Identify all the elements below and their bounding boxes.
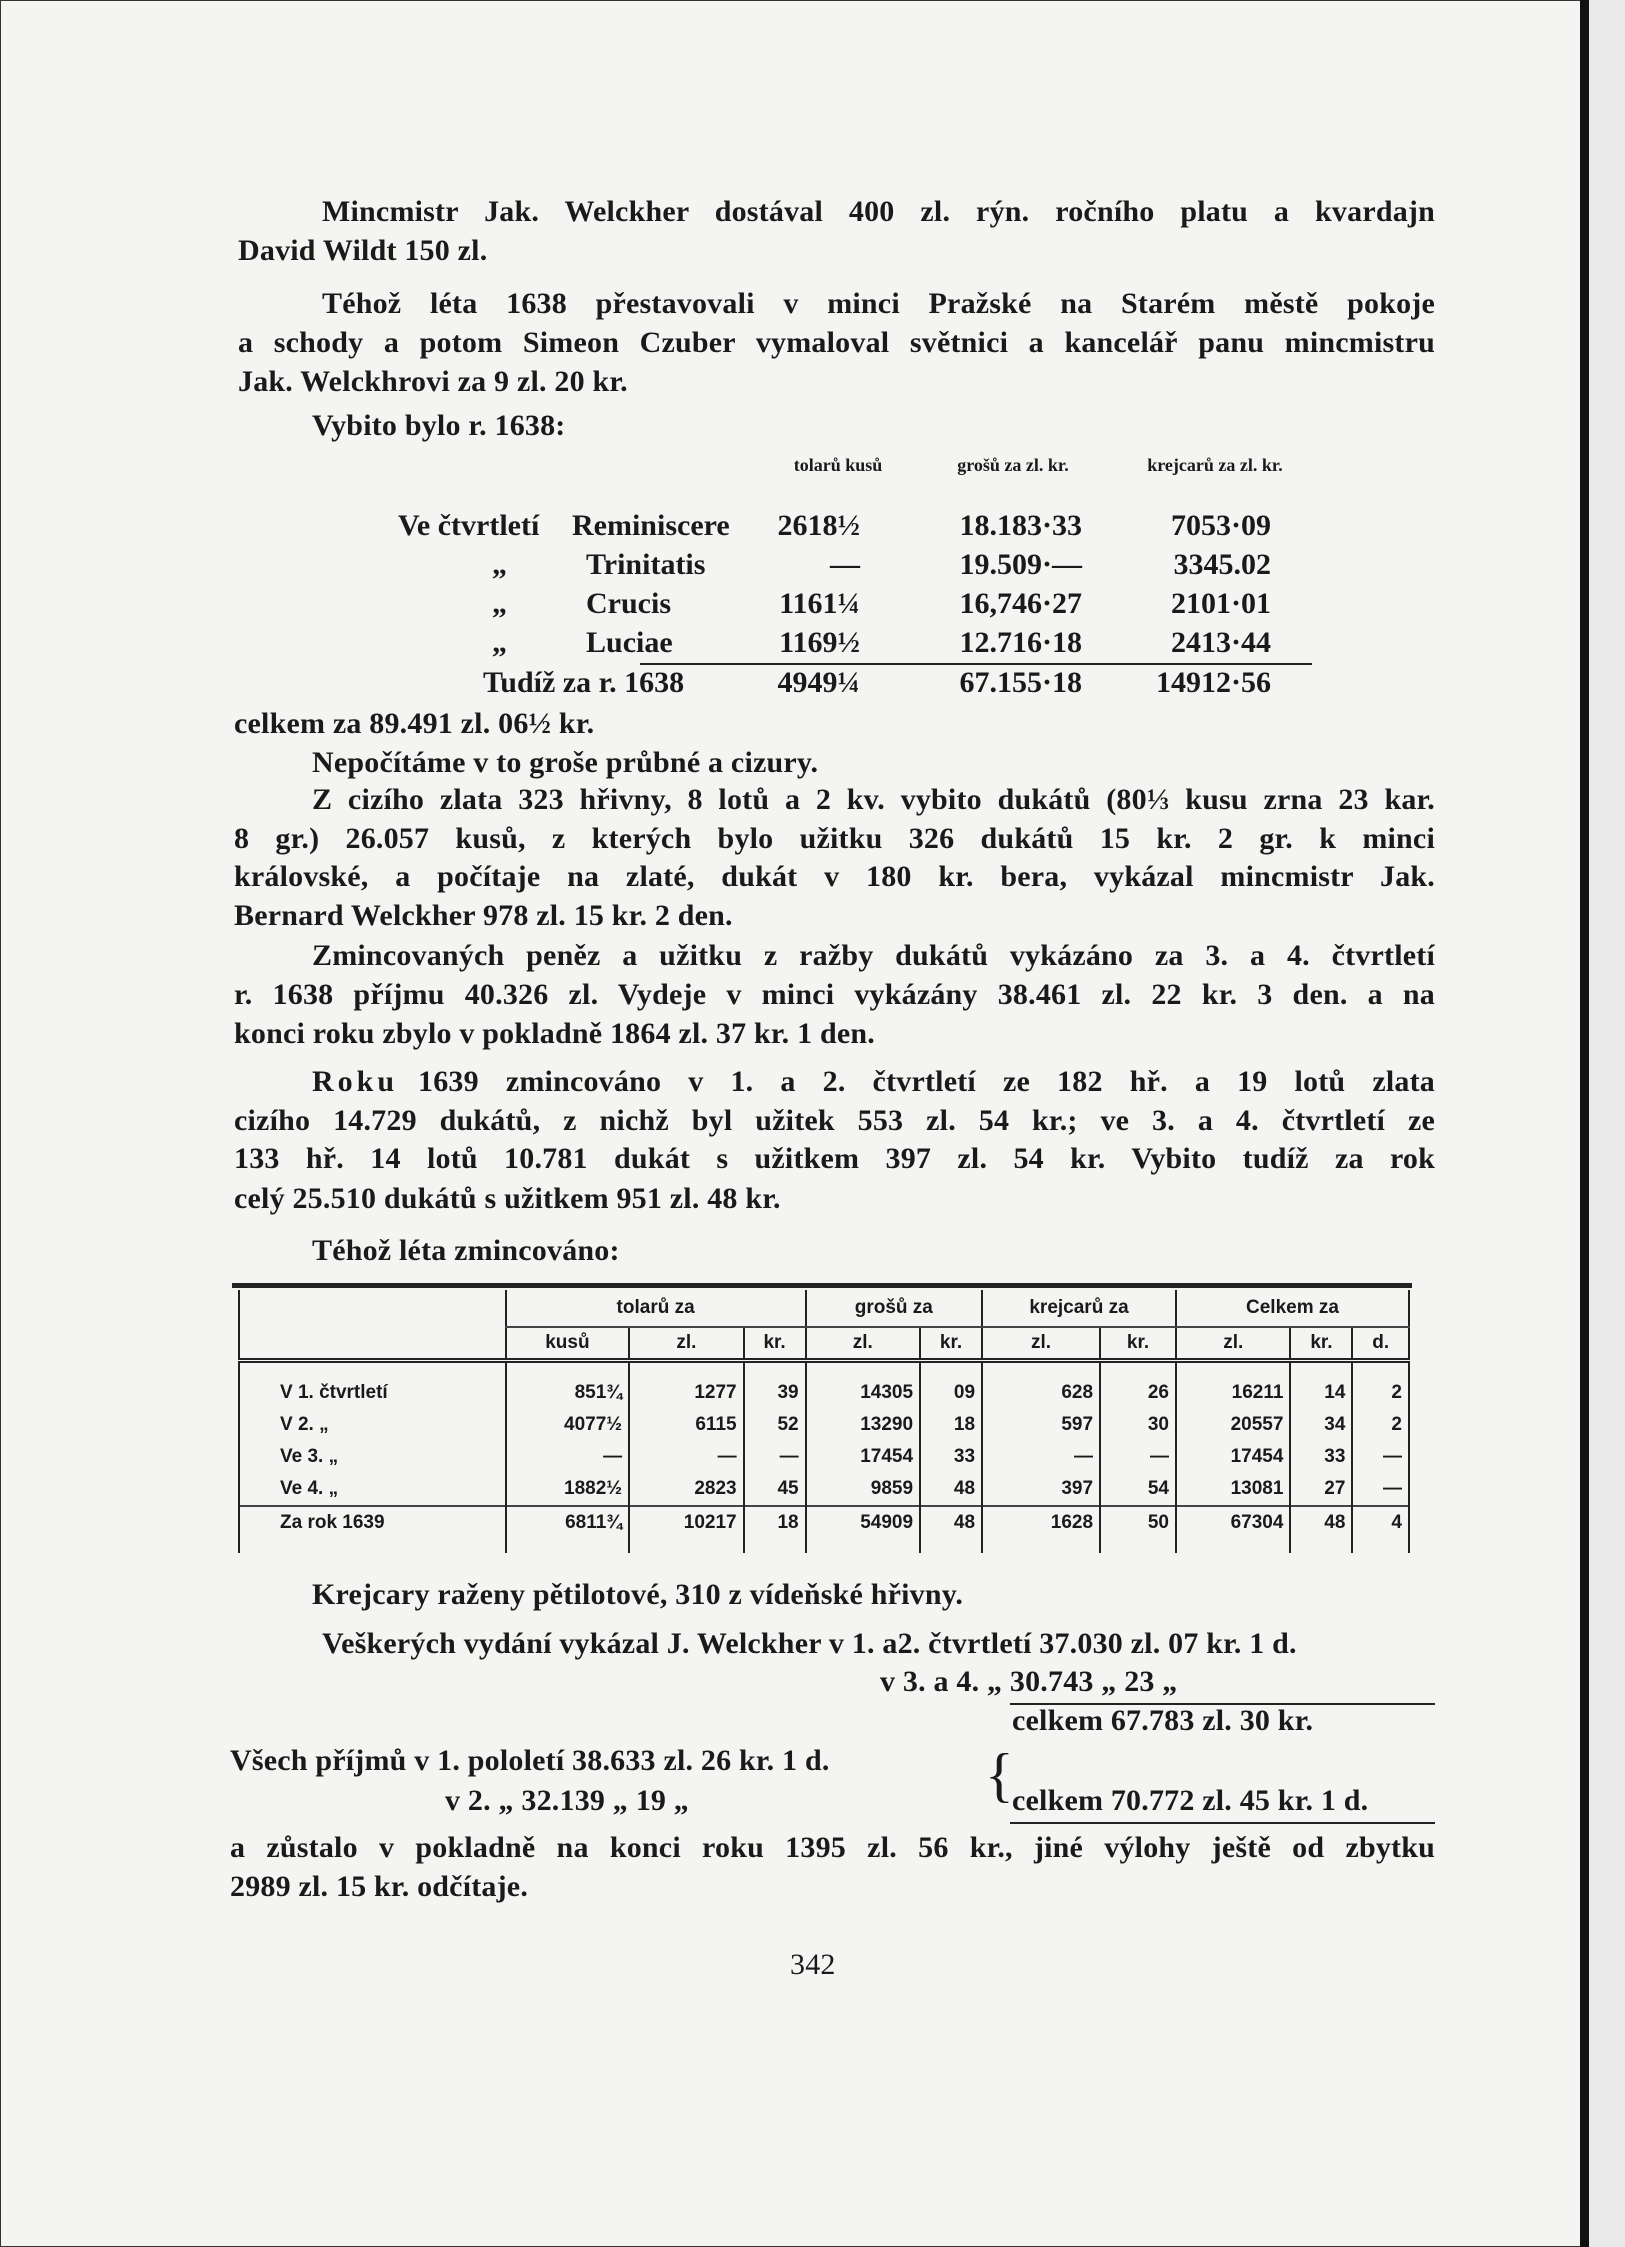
table1-header: grošů za zl. kr. [957, 455, 1069, 475]
table2-subheader-cell: d. [1352, 1327, 1409, 1361]
table2-cell: 27 [1290, 1473, 1352, 1506]
text-line: celkem 67.783 zl. 30 kr. [1012, 1704, 1314, 1737]
text-line: cizího 14.729 dukátů, z nichž byl užitek 553 zl. 54 kr.; ve 3. a 4. čtvrtletí ze [234, 1104, 1435, 1137]
table2-row-label: Ve 4. „ [239, 1473, 506, 1506]
table2-cell: 30 [1100, 1409, 1176, 1441]
text-line: Veškerých vydání vykázal J. Welckher v 1. a2. čtvrtletí 37.030 zl. 07 kr. 1 d. [322, 1627, 1297, 1660]
table2-cell: 45 [744, 1473, 806, 1506]
sum-rule [1010, 1822, 1435, 1824]
table2-cell: 34 [1290, 1409, 1352, 1441]
table1-cell-krejcaru: 14912·56 [1155, 666, 1271, 699]
text-line: Krejcary raženy pětilotové, 310 z vídeňské hřivny. [312, 1578, 964, 1611]
table2-spacer [744, 1361, 806, 1378]
table2-spacer [806, 1361, 920, 1378]
table2-spacer [982, 1539, 1100, 1553]
text-line: Vybito bylo r. 1638: [312, 409, 566, 442]
table2-cell: 26 [1100, 1377, 1176, 1409]
table2-cell: 67304 [1176, 1506, 1290, 1539]
sum-rule [640, 663, 1312, 665]
text-line: Z cizího zlata 323 hřivny, 8 lotů a 2 kv. vybito dukátů (80⅓ kusu zrna 23 kar. [312, 783, 1435, 816]
text-line: královské, a počítaje na zlaté, dukát v 180 kr. bera, vykázal mincmistr Jak. [234, 860, 1435, 893]
table1-header: tolarů kusů [793, 455, 883, 475]
table2-cell: 13290 [806, 1409, 920, 1441]
table2-spacer [1176, 1539, 1290, 1553]
table2-spacer [1290, 1361, 1352, 1378]
text-line: Mincmistr Jak. Welckher dostával 400 zl. rýn. ročního platu a kvardajn [322, 195, 1435, 228]
table2-cell: — [506, 1441, 630, 1473]
table1-cell-tolaru: 2618½ [777, 509, 860, 542]
table2-cell: — [982, 1441, 1100, 1473]
table2-spacer [629, 1539, 743, 1553]
table1-cell-krejcaru: 2413·44 [1170, 626, 1271, 659]
table2-cell: — [1100, 1441, 1176, 1473]
table2-subheader-cell: zl. [806, 1327, 920, 1361]
table1-row-label: Crucis [586, 587, 671, 620]
table2-cell: 2 [1352, 1377, 1409, 1409]
table2-group: grošů za [806, 1290, 982, 1327]
table1-cell-tolaru: 1161¼ [779, 587, 860, 620]
table2-cell: 2823 [629, 1473, 743, 1506]
table1-row-prefix: „ [492, 548, 507, 581]
scan-margin [1589, 0, 1625, 2247]
table2-group: tolarů za [506, 1290, 806, 1327]
table2-cell: — [744, 1441, 806, 1473]
table2-cell: 18 [920, 1409, 982, 1441]
table2-cell: 20557 [1176, 1409, 1290, 1441]
table2-corner [239, 1327, 506, 1361]
table2-cell: 17454 [806, 1441, 920, 1473]
table2-cell: 39 [744, 1377, 806, 1409]
text-line: David Wildt 150 zl. [238, 234, 488, 267]
table2-cell: 13081 [1176, 1473, 1290, 1506]
table1-row-label: Tudíž za r. 1638 [483, 666, 685, 699]
table2-top-rule [232, 1283, 1412, 1288]
table2-cell: — [629, 1441, 743, 1473]
table1-cell-tolaru: 4949¼ [777, 666, 860, 699]
table1-cell-grosu: 18.183·33 [959, 509, 1082, 542]
table2-row-label: V 1. čtvrtletí [239, 1377, 506, 1409]
table1-cell-tolaru: 1169½ [779, 626, 860, 659]
text-line: celkem 70.772 zl. 45 kr. 1 d. [1012, 1784, 1369, 1817]
table1-cell-grosu: 16,746·27 [959, 587, 1082, 620]
table1-header: krejcarů za zl. kr. [1147, 455, 1283, 475]
table1-cell-grosu: 19.509·— [959, 548, 1082, 581]
table2-spacer [1352, 1539, 1409, 1553]
table2-spacer [1100, 1539, 1176, 1553]
table2 [238, 1290, 1410, 1553]
table2-cell: — [1352, 1441, 1409, 1473]
table2-spacer [806, 1539, 920, 1553]
table1-cell-tolaru: — [830, 548, 860, 581]
table2-cell: 33 [920, 1441, 982, 1473]
table2-spacer [1290, 1539, 1352, 1553]
text-line: Bernard Welckher 978 zl. 15 kr. 2 den. [234, 899, 733, 932]
text-line: 133 hř. 14 lotů 10.781 dukát s užitkem 397 zl. 54 kr. Vybito tudíž za rok [234, 1142, 1435, 1175]
table2-spacer [506, 1539, 630, 1553]
table1-cell-krejcaru: 2101·01 [1170, 587, 1271, 620]
table2-subheader-cell: zl. [629, 1327, 743, 1361]
text-line: v 3. a 4. „ 30.743 „ 23 „ [880, 1665, 1178, 1698]
table2-cell: 17454 [1176, 1441, 1290, 1473]
table2-subheader-cell: kr. [744, 1327, 806, 1361]
table2-subheader [239, 1327, 1409, 1361]
table2-cell: 48 [920, 1473, 982, 1506]
table1-row-prefix: „ [492, 626, 507, 659]
text-line: a schody a potom Simeon Czuber vymaloval světnici a kancelář panu mincmistru [238, 326, 1435, 359]
table2-cell: 52 [744, 1409, 806, 1441]
text-line: v 2. „ 32.139 „ 19 „ [445, 1784, 689, 1817]
table-row [239, 1441, 1409, 1473]
brace-icon: { [985, 1742, 1014, 1808]
table2-spacer [629, 1361, 743, 1378]
table2-spacer [920, 1539, 982, 1553]
table2-cell: 54 [1100, 1473, 1176, 1506]
text-line: celkem za 89.491 zl. 06½ kr. [234, 707, 595, 740]
text-line: r. 1638 příjmu 40.326 zl. Vydeje v minci vykázány 38.461 zl. 22 kr. 3 den. a na [234, 978, 1435, 1011]
table1-cell-krejcaru: 3345.02 [1173, 548, 1271, 581]
table-row [239, 1473, 1409, 1506]
table-row [239, 1409, 1409, 1441]
table2-cell: 18 [744, 1506, 806, 1539]
table2-corner [239, 1290, 506, 1327]
table2-spacer [1176, 1361, 1290, 1378]
table2-spacer [1352, 1361, 1409, 1378]
table2-cell: 851¾ [506, 1377, 630, 1409]
table2-subheader-cell: kr. [920, 1327, 982, 1361]
scan-edge [1580, 0, 1589, 2247]
table2-cell: 50 [1100, 1506, 1176, 1539]
table1-row-label: Trinitatis [586, 548, 706, 581]
table1-cell-grosu: 12.716·18 [959, 626, 1082, 659]
table2-cell: 1882½ [506, 1473, 630, 1506]
table2-group: Celkem za [1176, 1290, 1409, 1327]
table2-spacer [744, 1539, 806, 1553]
table2-cell: 33 [1290, 1441, 1352, 1473]
text-line: Téhož léta zmincováno: [312, 1234, 620, 1267]
text-line: 2989 zl. 15 kr. odčítaje. [230, 1870, 529, 1903]
table2-row-label: Za rok 1639 [239, 1506, 506, 1539]
table2-spacer [1100, 1361, 1176, 1378]
table-row [239, 1506, 1409, 1539]
table2-cell: 48 [920, 1506, 982, 1539]
text-line: 8 gr.) 26.057 kusů, z kterých bylo užitku 326 dukátů 15 kr. 2 gr. k minci [234, 822, 1435, 855]
table2-cell: 397 [982, 1473, 1100, 1506]
table2-cell: 6811¾ [506, 1506, 630, 1539]
table2-cell: 48 [1290, 1506, 1352, 1539]
table2-spacer [239, 1539, 506, 1553]
table2-row-label: Ve 3. „ [239, 1441, 506, 1473]
table2-cell: 16211 [1176, 1377, 1290, 1409]
table2-cell: 4077½ [506, 1409, 630, 1441]
page-number: 342 [790, 1948, 836, 1981]
table2-subheader-cell: zl. [1176, 1327, 1290, 1361]
table1-row-prefix: „ [492, 587, 507, 620]
table2-cell: 9859 [806, 1473, 920, 1506]
table2-subheader-cell: zl. [982, 1327, 1100, 1361]
table2-cell: 6115 [629, 1409, 743, 1441]
table2-subheader-cell: kusů [506, 1327, 630, 1361]
table-row [239, 1377, 1409, 1409]
text-line: Zmincovaných peněz a užitku z ražby dukátů vykázáno za 3. a 4. čtvrtletí [312, 939, 1435, 972]
text-line-lead: Roku [312, 1065, 399, 1098]
table2-cell: 4 [1352, 1506, 1409, 1539]
table2-group: krejcarů za [982, 1290, 1176, 1327]
table2-cell: 54909 [806, 1506, 920, 1539]
text-line: Nepočítáme v to groše průbné a cizury. [312, 746, 819, 779]
table2-cell: 2 [1352, 1409, 1409, 1441]
table2-spacer [920, 1361, 982, 1378]
text-line: Všech příjmů v 1. pololetí 38.633 zl. 26 kr. 1 d. [230, 1744, 830, 1777]
table2-spacer [982, 1361, 1100, 1378]
text-line: 1639 zmincováno v 1. a 2. čtvrtletí ze 182 hř. a 19 lotů zlata [418, 1065, 1435, 1098]
text-line: celý 25.510 dukátů s užitkem 951 zl. 48 kr. [234, 1182, 781, 1215]
table2-cell: 597 [982, 1409, 1100, 1441]
table2-spacer [239, 1361, 506, 1378]
table1-row-label: Luciae [586, 626, 673, 659]
text-line: Téhož léta 1638 přestavovali v minci Pražské na Starém městě pokoje [322, 287, 1435, 320]
table1-row-label: Reminiscere [572, 509, 730, 542]
table1-row-prefix: Ve čtvrtletí [398, 509, 540, 542]
table2-cell: 10217 [629, 1506, 743, 1539]
table2-cell: 14 [1290, 1377, 1352, 1409]
table2-group-header [239, 1290, 1409, 1327]
table2-cell: 1628 [982, 1506, 1100, 1539]
table2-cell: 1277 [629, 1377, 743, 1409]
table2-spacer [506, 1361, 630, 1378]
table2-cell: 09 [920, 1377, 982, 1409]
table2-cell: — [1352, 1473, 1409, 1506]
table2-subheader-cell: kr. [1290, 1327, 1352, 1361]
table1-cell-krejcaru: 7053·09 [1170, 509, 1271, 542]
table1-cell-grosu: 67.155·18 [959, 666, 1082, 699]
table2-cell: 628 [982, 1377, 1100, 1409]
table2-row-label: V 2. „ [239, 1409, 506, 1441]
table2-cell: 14305 [806, 1377, 920, 1409]
text-line: Jak. Welckhrovi za 9 zl. 20 kr. [238, 365, 628, 398]
text-line: a zůstalo v pokladně na konci roku 1395 zl. 56 kr., jiné výlohy ještě od zbytku [230, 1831, 1435, 1864]
text-line: konci roku zbylo v pokladně 1864 zl. 37 kr. 1 den. [234, 1017, 875, 1050]
table2-subheader-cell: kr. [1100, 1327, 1176, 1361]
